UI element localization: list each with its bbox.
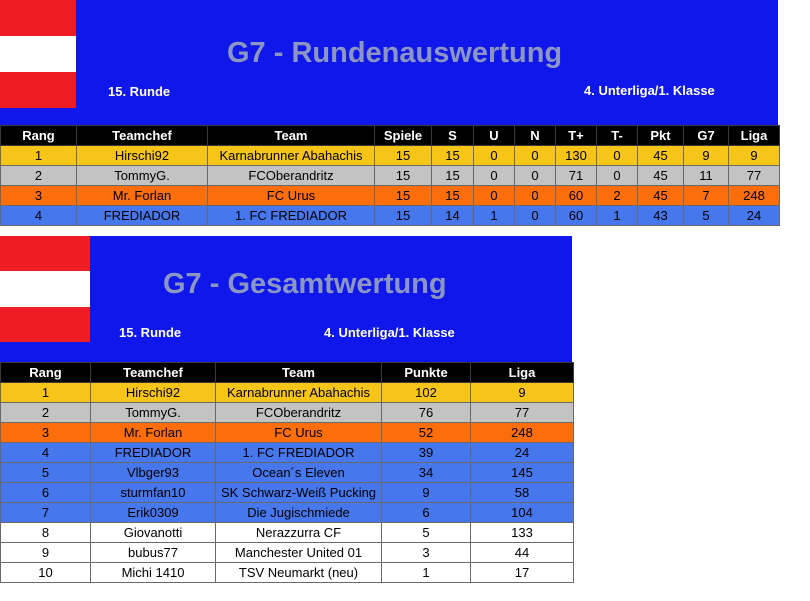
table-row [1,146,780,166]
table-cell: 14 [432,206,474,226]
total-league: 4. Unterliga/1. Klasse [324,325,455,340]
column-header: Teamchef [91,363,216,383]
table-cell: 0 [515,146,556,166]
table-cell: 1 [474,206,515,226]
table-cell: Hirschi92 [77,146,208,166]
table-cell: Ocean´s Eleven [216,463,382,483]
table-cell: 104 [471,503,574,523]
table-cell: 9 [1,543,91,563]
table-cell: 1. FC FREDIADOR [208,206,375,226]
table-cell: 0 [474,166,515,186]
round-league: 4. Unterliga/1. Klasse [584,83,715,98]
table-cell: Giovanotti [91,523,216,543]
table-cell: 45 [638,186,684,206]
column-header: Rang [1,363,91,383]
table-cell: 0 [515,186,556,206]
table-cell: FC Urus [216,423,382,443]
table-cell: 248 [729,186,780,206]
column-header: N [515,126,556,146]
table-cell: 0 [515,166,556,186]
table-cell: Michi 1410 [91,563,216,583]
table-cell: 1 [1,383,91,403]
table-cell: FC Urus [208,186,375,206]
table-cell: Vlbger93 [91,463,216,483]
total-title: G7 - Gesamtwertung [163,268,447,300]
table-cell: 0 [474,186,515,206]
column-header: Team [208,126,375,146]
column-header: Punkte [382,363,471,383]
table-cell: FCOberandritz [208,166,375,186]
table-cell: 145 [471,463,574,483]
table-cell: 58 [471,483,574,503]
table-cell: 45 [638,146,684,166]
table-cell: 15 [375,146,432,166]
table-cell: 43 [638,206,684,226]
column-header: Spiele [375,126,432,146]
table-cell: 102 [382,383,471,403]
table-cell: 0 [474,146,515,166]
column-header: Liga [471,363,574,383]
table-cell: 1. FC FREDIADOR [216,443,382,463]
table-cell: 0 [597,166,638,186]
table-cell: 76 [382,403,471,423]
table-row [1,563,574,583]
table-cell: 0 [597,146,638,166]
table-cell: 15 [432,146,474,166]
table-cell: 4 [1,206,77,226]
table-cell: 3 [1,186,77,206]
table-cell: 8 [1,523,91,543]
table-cell: 9 [471,383,574,403]
table-cell: 130 [556,146,597,166]
table-cell: 15 [375,186,432,206]
table-cell: Erik0309 [91,503,216,523]
table-cell: 5 [382,523,471,543]
column-header: Teamchef [77,126,208,146]
table-cell: Karnabrunner Abahachis [208,146,375,166]
table-cell: FREDIADOR [91,443,216,463]
round-table [0,125,780,226]
table-cell: 9 [729,146,780,166]
table-cell: 5 [684,206,729,226]
column-header: Rang [1,126,77,146]
table-cell: 133 [471,523,574,543]
table-row [1,206,780,226]
total-table [0,362,574,583]
table-cell: 44 [471,543,574,563]
table-cell: 45 [638,166,684,186]
table-row [1,463,574,483]
table-row [1,403,574,423]
column-header: Liga [729,126,780,146]
table-cell: 1 [1,146,77,166]
table-cell: 77 [471,403,574,423]
table-cell: 60 [556,186,597,206]
table-cell: 15 [375,166,432,186]
table-cell: 5 [1,463,91,483]
table-cell: Hirschi92 [91,383,216,403]
table-cell: 3 [1,423,91,443]
table-row [1,423,574,443]
column-header: T+ [556,126,597,146]
table-row [1,383,574,403]
austria-flag-icon [0,0,76,108]
table-row [1,483,574,503]
table-cell: 10 [1,563,91,583]
table-cell: 77 [729,166,780,186]
table-cell: 1 [382,563,471,583]
table-cell: TommyG. [77,166,208,186]
table-row [1,186,780,206]
table-cell: 34 [382,463,471,483]
austria-flag-icon [0,236,90,342]
table-cell: Manchester United 01 [216,543,382,563]
round-title: G7 - Rundenauswertung [227,37,563,69]
table-cell: 6 [1,483,91,503]
table-cell: bubus77 [91,543,216,563]
table-cell: 0 [515,206,556,226]
table-cell: Mr. Forlan [91,423,216,443]
column-header: Pkt [638,126,684,146]
table-cell: 2 [597,186,638,206]
table-cell: 7 [684,186,729,206]
round-number: 15. Runde [108,84,171,99]
table-row [1,543,574,563]
table-row [1,166,780,186]
table-cell: 3 [382,543,471,563]
table-row [1,443,574,463]
column-header: U [474,126,515,146]
table-cell: 24 [729,206,780,226]
table-cell: 17 [471,563,574,583]
table-cell: 9 [382,483,471,503]
table-cell: TSV Neumarkt (neu) [216,563,382,583]
table-cell: 24 [471,443,574,463]
table-cell: 9 [684,146,729,166]
table-cell: 248 [471,423,574,443]
table-cell: 7 [1,503,91,523]
table-cell: 11 [684,166,729,186]
table-cell: 2 [1,403,91,423]
table-cell: 2 [1,166,77,186]
table-cell: 15 [432,166,474,186]
round-table-header [1,126,780,146]
table-cell: 4 [1,443,91,463]
table-cell: 71 [556,166,597,186]
table-cell: 39 [382,443,471,463]
total-round-number: 15. Runde [119,325,182,340]
total-table-header [1,363,574,383]
table-row [1,503,574,523]
table-cell: sturmfan10 [91,483,216,503]
table-cell: 6 [382,503,471,523]
table-cell: Karnabrunner Abahachis [216,383,382,403]
table-cell: FCOberandritz [216,403,382,423]
table-cell: SK Schwarz-Weiß Pucking [216,483,382,503]
table-cell: 60 [556,206,597,226]
table-cell: 15 [432,186,474,206]
table-cell: TommyG. [91,403,216,423]
column-header: T- [597,126,638,146]
table-cell: 15 [375,206,432,226]
table-cell: 52 [382,423,471,443]
table-cell: Mr. Forlan [77,186,208,206]
table-cell: FREDIADOR [77,206,208,226]
table-row [1,523,574,543]
column-header: G7 [684,126,729,146]
table-cell: 1 [597,206,638,226]
column-header: Team [216,363,382,383]
column-header: S [432,126,474,146]
table-cell: Die Jugischmiede [216,503,382,523]
table-cell: Nerazzurra CF [216,523,382,543]
